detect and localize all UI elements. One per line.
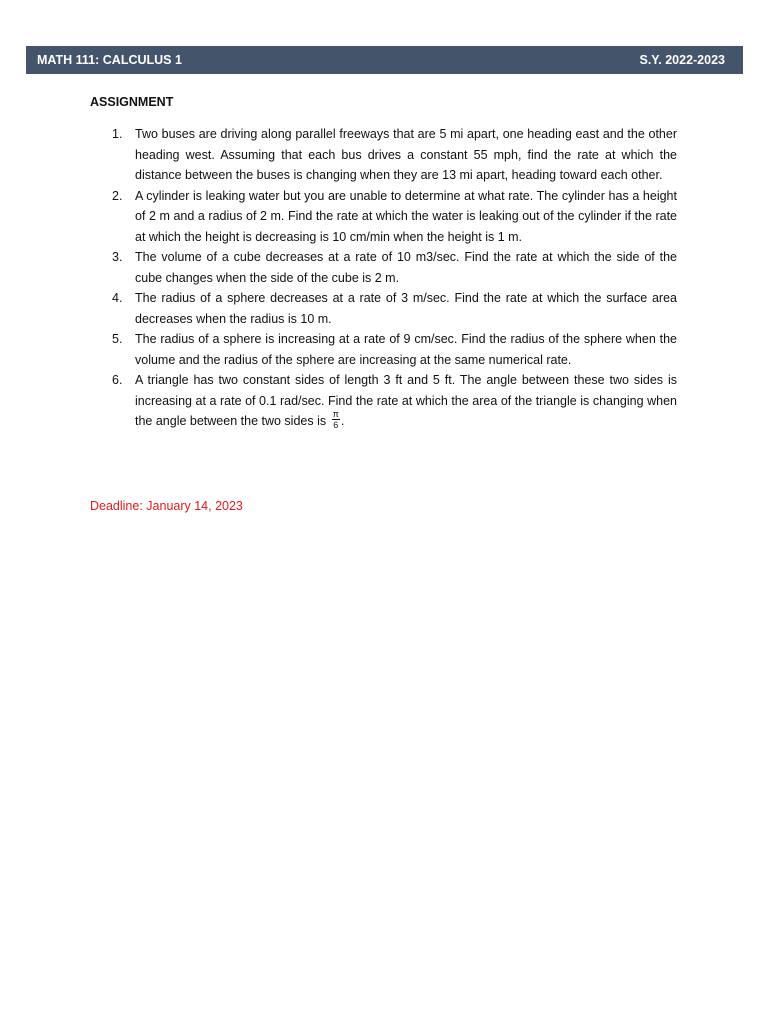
course-title: MATH 111: CALCULUS 1 <box>37 53 182 67</box>
problem-item <box>112 124 677 186</box>
fraction-numerator: π <box>332 409 339 420</box>
problem-text: The radius of a sphere is increasing at a rate of 9 cm/sec. Find the radius of the sphere when the volume and the radius of the sphere are increasing at the same numerical rate. <box>135 332 677 367</box>
problem-number: 1. <box>112 127 123 141</box>
problem-item <box>112 329 677 370</box>
fraction-denominator: 6 <box>333 420 339 431</box>
problem-number: 3. <box>112 250 123 264</box>
problem-number: 2. <box>112 188 123 203</box>
problem-item <box>112 288 677 329</box>
document-header-bar <box>26 46 743 74</box>
problem-number: 4. <box>112 291 123 305</box>
school-year: S.Y. 2022-2023 <box>639 53 725 67</box>
deadline-text: Deadline: January 14, 2023 <box>90 499 243 513</box>
problem-number: 6. <box>112 373 123 387</box>
problem-text: The volume of a cube decreases at a rate of 10 m3/sec. Find the rate at which the side of the cube changes when the side of the cube is 2 m. <box>135 250 677 285</box>
problem-text: Two buses are driving along parallel freeways that are 5 mi apart, one heading east and the other heading west. Assuming that each bus drives a constant 55 mph, find the rate at which the distance between the buses is changing when they are 13 mi apart, heading toward each other. <box>135 127 677 182</box>
problem-text: A triangle has two constant sides of length 3 ft and 5 ft. The angle between these two sides is increasing at a rate of 0.1 rad/sec. Find the rate at which the area of the triangle is changing when the angle between the two sides is <box>135 373 677 428</box>
problem-item <box>112 370 677 432</box>
angle-fraction <box>332 409 340 430</box>
problem-item <box>112 186 677 248</box>
problem-item <box>112 247 677 288</box>
problem-number: 5. <box>112 332 123 346</box>
problem-end-punctuation: . <box>340 414 345 428</box>
problem-text: A cylinder is leaking water but you are unable to determine at what rate. The cylinder has a height of 2 m and a radius of 2 m. Find the rate at which the water is leaking out of the cylinder if the rate at which the height is decreasing is 10 cm/min when the height is 1 m. <box>135 188 677 244</box>
problem-text: The radius of a sphere decreases at a rate of 3 m/sec. Find the rate at which the surface area decreases when the radius is 10 m. <box>135 291 677 326</box>
assignment-heading: ASSIGNMENT <box>90 95 174 109</box>
problem-list <box>112 124 677 432</box>
